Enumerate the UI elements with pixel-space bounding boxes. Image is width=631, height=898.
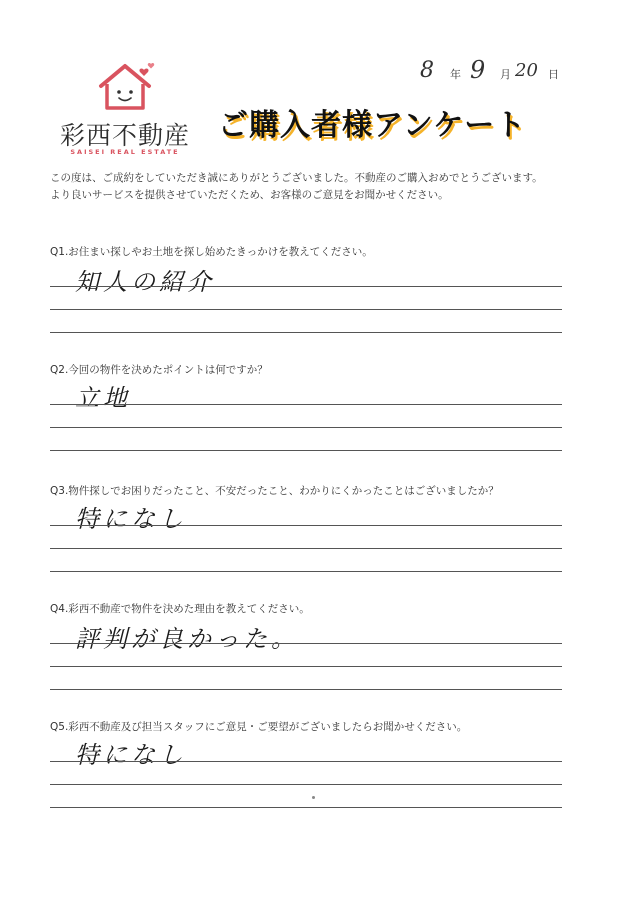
handwritten-answer: 立地: [75, 384, 131, 412]
date-month: 9: [470, 56, 486, 84]
question-5: [50, 719, 562, 769]
page-title: ご購入者様アンケート: [218, 108, 527, 143]
question-4: [50, 601, 562, 653]
answer-line: [50, 525, 562, 526]
answer-line: [50, 286, 562, 287]
question-1: [50, 244, 562, 296]
handwritten-answer: 特になし: [75, 741, 187, 769]
answer-line: [50, 332, 562, 333]
answer-line: [50, 807, 562, 808]
house-logo-icon: [95, 60, 157, 114]
answer-line: [50, 309, 562, 310]
date-year: 8: [420, 58, 434, 83]
logo-subtitle: SAISEI REAL ESTATE: [70, 148, 180, 156]
pen-dot-mark: [312, 796, 315, 799]
date-day-unit: 日: [548, 68, 559, 81]
question-label: Q3.物件探しでお困りだったこと、不安だったこと、わかりにくかったことはございましたか？: [50, 485, 499, 497]
answer-line: [50, 404, 562, 405]
company-logo: [55, 60, 195, 160]
question-label: Q2.今回の物件を決めたポイントは何ですか？: [50, 364, 268, 376]
date-year-unit: 年: [450, 68, 461, 81]
handwritten-date: [420, 58, 590, 88]
question-label: Q4.彩西不動産で物件を決めた理由を教えてください。: [50, 603, 310, 615]
answer-line: [50, 689, 562, 690]
answer-line: [50, 666, 562, 667]
intro-text: [50, 170, 590, 204]
logo-name: 彩西不動産: [59, 121, 190, 150]
answer-line: [50, 761, 562, 762]
intro-line: この度は、ご成約をしていただき誠にありがとうございました。不動産のご購入おめでとうございます。: [50, 172, 543, 184]
answer-line: [50, 784, 562, 785]
intro-line: より良いサービスを提供させていただくため、お客様のご意見をお聞かせください。: [50, 189, 449, 201]
answer-line: [50, 571, 562, 572]
date-day: 20: [515, 60, 538, 81]
handwritten-answer: 知人の紹介: [75, 268, 215, 296]
handwritten-answer: 特になし: [75, 505, 187, 533]
answer-line: [50, 548, 562, 549]
answer-line: [50, 427, 562, 428]
question-2: [50, 362, 562, 412]
question-label: Q5.彩西不動産及び担当スタッフにご意見・ご要望がございましたらお聞かせください。: [50, 721, 468, 733]
handwritten-answer: 評判が良かった。: [75, 625, 299, 653]
date-month-unit: 月: [500, 68, 511, 81]
question-label: Q1.お住まい探しやお土地を探し始めたきっかけを教えてください。: [50, 246, 373, 258]
answer-line: [50, 643, 562, 644]
answer-line: [50, 450, 562, 451]
question-3: [50, 483, 562, 533]
